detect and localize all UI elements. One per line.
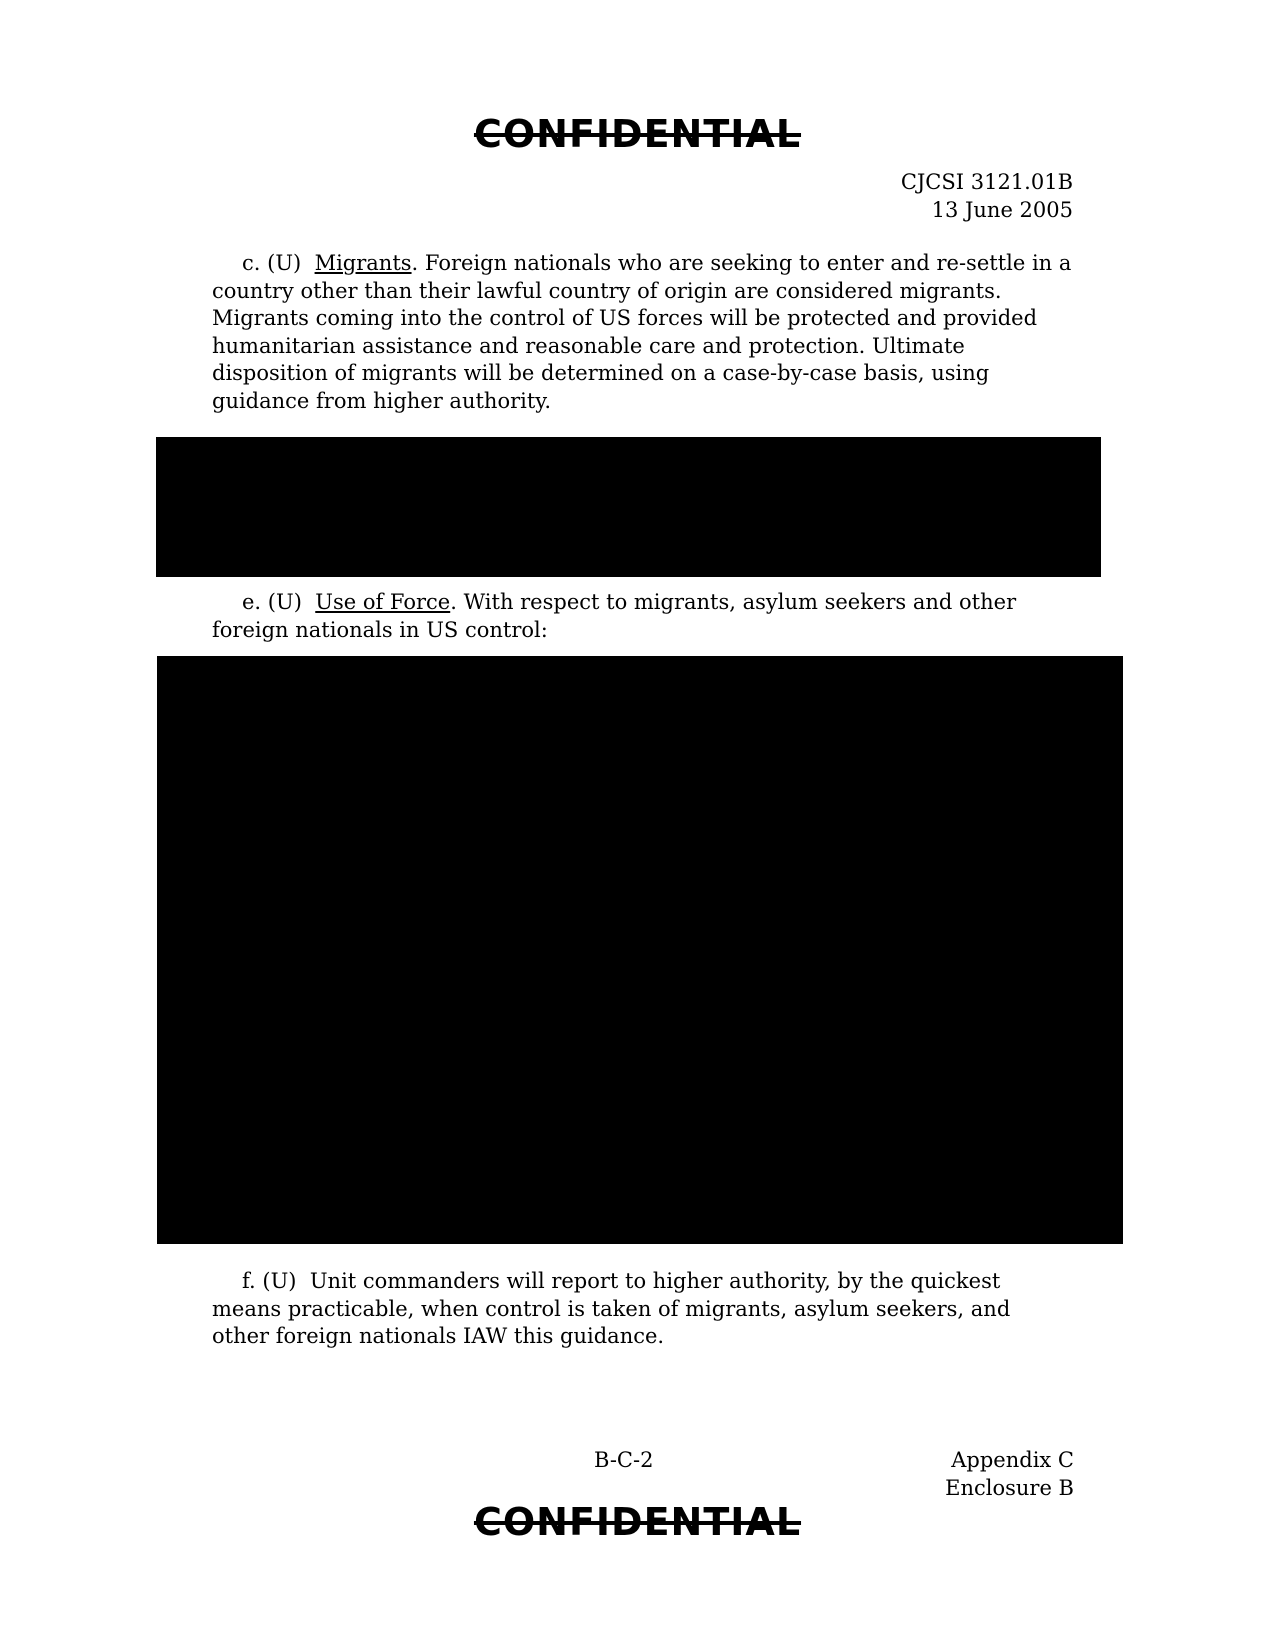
enclosure-label: Enclosure B bbox=[945, 1476, 1074, 1500]
paragraph-marking: (U) bbox=[267, 251, 302, 275]
footer-reference bbox=[945, 1446, 1074, 1502]
paragraph-body: . With respect to migrants, asylum seekers and other foreign nationals in US control: bbox=[212, 590, 1017, 642]
paragraph-f bbox=[212, 1268, 1072, 1351]
document-date: 13 June 2005 bbox=[931, 198, 1073, 222]
paragraph-title: Migrants bbox=[314, 251, 412, 275]
paragraph-label: f. bbox=[242, 1269, 256, 1293]
paragraph-marking: (U) bbox=[262, 1269, 297, 1293]
paragraph-c bbox=[212, 250, 1072, 415]
classification-marking-top bbox=[0, 112, 1275, 156]
page-number: B-C-2 bbox=[594, 1448, 654, 1472]
document-number: CJCSI 3121.01B bbox=[900, 170, 1073, 194]
paragraph-marking: (U) bbox=[267, 590, 302, 614]
redaction-block bbox=[156, 437, 1101, 577]
document-header bbox=[901, 168, 1073, 224]
paragraph-body: . Foreign nationals who are seeking to enter and re-settle in a country other than their lawful country of origin are considered migrants. Migrants coming into the control of US forces will be protected and provided humanitarian assistance and reasonable care and protection. Ultimate disposition of migrants will be determined on a case-by-case basis, using guidance from higher authority. bbox=[212, 251, 1072, 413]
classification-label: CONFIDENTIAL bbox=[473, 112, 802, 156]
appendix-label: Appendix C bbox=[951, 1448, 1074, 1472]
classification-marking-bottom bbox=[0, 1500, 1275, 1544]
paragraph-body: Unit commanders will report to higher authority, by the quickest means practicable, when control is taken of migrants, asylum seekers, and other foreign nationals IAW this guidance. bbox=[212, 1269, 1011, 1348]
paragraph-title: Use of Force bbox=[315, 590, 451, 614]
paragraph-label: c. bbox=[242, 251, 261, 275]
paragraph-label: e. bbox=[242, 590, 262, 614]
paragraph-e bbox=[212, 589, 1072, 644]
redaction-block bbox=[157, 656, 1123, 1244]
classification-label: CONFIDENTIAL bbox=[473, 1500, 802, 1544]
